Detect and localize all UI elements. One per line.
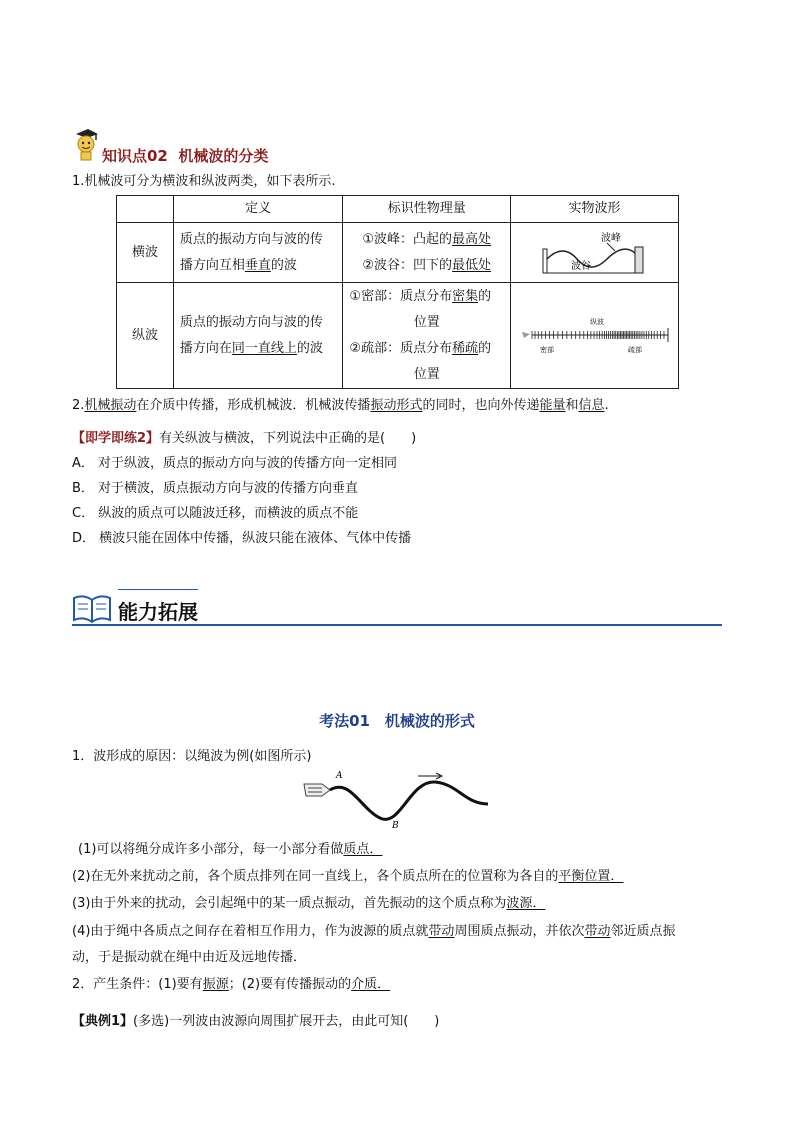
longitudinal-wave-figure xyxy=(520,314,670,358)
quantity-cell xyxy=(343,223,511,283)
header-cell xyxy=(117,196,174,223)
example-tag: 【典例1】 xyxy=(72,1014,134,1029)
transverse-wave-figure xyxy=(541,229,649,277)
row-label: 横波 xyxy=(117,223,174,283)
definition-line: 质点的振动方向与波的传 xyxy=(179,314,323,330)
student-icon xyxy=(72,126,98,162)
rope-wave-figure xyxy=(300,768,490,830)
quantity-line: ①波峰：凸起的最高处 xyxy=(362,231,492,247)
option-a: A． 对于纵波，质点的振动方向与波的传播方向一定相同 xyxy=(72,456,398,471)
section-title xyxy=(102,145,268,166)
option-d: D． 横波只能在固体中传播，纵波只能在液体、气体中传播 xyxy=(72,531,412,546)
option-c: C． 纵波的质点可以随波迁移，而横波的质点不能 xyxy=(72,506,359,521)
intro-text: 1.机械波可分为横波和纵波两类，如下表所示. xyxy=(72,174,336,189)
definition-line: 质点的振动方向与波的传 xyxy=(179,231,323,247)
method-sub-2: (2)在无外来扰动之前，各个质点排列在同一直线上，各个质点所在的位置称为各自的平衡位置． xyxy=(72,869,624,884)
longitudinal-wave-figure-cell xyxy=(511,283,679,389)
method-point-1: 1．波形成的原因：以绳波为例(如图所示) xyxy=(72,749,312,764)
header-cell: 定义 xyxy=(173,196,343,223)
method-sub-4: (4)由于绳中各质点之间存在着相互作用力，作为波源的质点就带动周围质点振动，并依次带动邻近质点振 xyxy=(72,924,676,939)
quantity-line: ②疏部：质点分布稀疏的 xyxy=(349,340,492,356)
quantity-line: ①密部：质点分布密集的 xyxy=(349,288,492,304)
method-sub-1: (1)可以将绳分成许多小部分，每一小部分看做质点． xyxy=(78,842,383,857)
quantity-line: 位置 xyxy=(413,314,440,330)
section-name: 机械波的分类 xyxy=(178,147,269,165)
method-title: 考法01 机械波的形式 xyxy=(319,712,475,730)
practice-stem: 有关纵波与横波，下列说法中正确的是( ) xyxy=(159,431,417,446)
option-b: B． 对于横波，质点振动方向与波的传播方向垂直 xyxy=(72,481,359,496)
transverse-wave-figure-cell xyxy=(511,223,679,283)
practice-tag: 【即学即练2】 xyxy=(72,431,160,446)
example-stem: (多选)一列波由波源向周围扩展开去，由此可知( ) xyxy=(133,1014,440,1029)
point-a-label: A xyxy=(336,771,343,781)
point-b-label: B xyxy=(392,821,399,830)
ability-heading-underline-top xyxy=(118,589,198,590)
ability-heading-rule xyxy=(72,624,722,626)
quantity-cell xyxy=(343,283,511,389)
trough-label: 波谷 xyxy=(570,260,591,272)
definition-cell xyxy=(173,223,343,283)
ability-heading: 能力拓展 xyxy=(118,600,198,624)
longitudinal-label: 纵波 xyxy=(589,317,604,326)
example-question xyxy=(72,1010,439,1029)
dense-label: 密部 xyxy=(539,345,554,354)
table-row xyxy=(117,283,679,389)
quantity-line: ②波谷：凹下的最低处 xyxy=(362,257,492,273)
header-cell: 实物波形 xyxy=(511,196,679,223)
propagation-text: 2.机械振动在介质中传播，形成机械波．机械波传播振动形式的同时，也向外传递能量和信息. xyxy=(72,398,609,413)
definition-line: 播方向互相垂直的波 xyxy=(179,257,297,273)
header-cell: 标识性物理量 xyxy=(343,196,511,223)
method-point-2: 2．产生条件：(1)要有振源；(2)要有传播振动的介质． xyxy=(72,977,391,992)
sparse-label: 疏部 xyxy=(627,345,642,354)
peak-label: 波峰 xyxy=(600,232,621,244)
definition-cell xyxy=(173,283,343,389)
quantity-line: 位置 xyxy=(413,366,440,382)
method-sub-4-cont: 动，于是振动就在绳中由近及远地传播． xyxy=(72,950,307,965)
method-sub-3: (3)由于外来的扰动，会引起绳中的某一质点振动，首先振动的这个质点称为波源． xyxy=(72,896,546,911)
row-label: 纵波 xyxy=(117,283,174,389)
book-icon xyxy=(72,590,112,624)
spring-coils xyxy=(532,331,668,339)
practice-question xyxy=(72,427,416,446)
wave-classification-table xyxy=(116,195,679,389)
table-row xyxy=(117,223,679,283)
section-number: 知识点02 xyxy=(102,147,168,165)
definition-line: 播方向在同一直线上的波 xyxy=(179,340,323,356)
table-header-row xyxy=(117,196,679,223)
